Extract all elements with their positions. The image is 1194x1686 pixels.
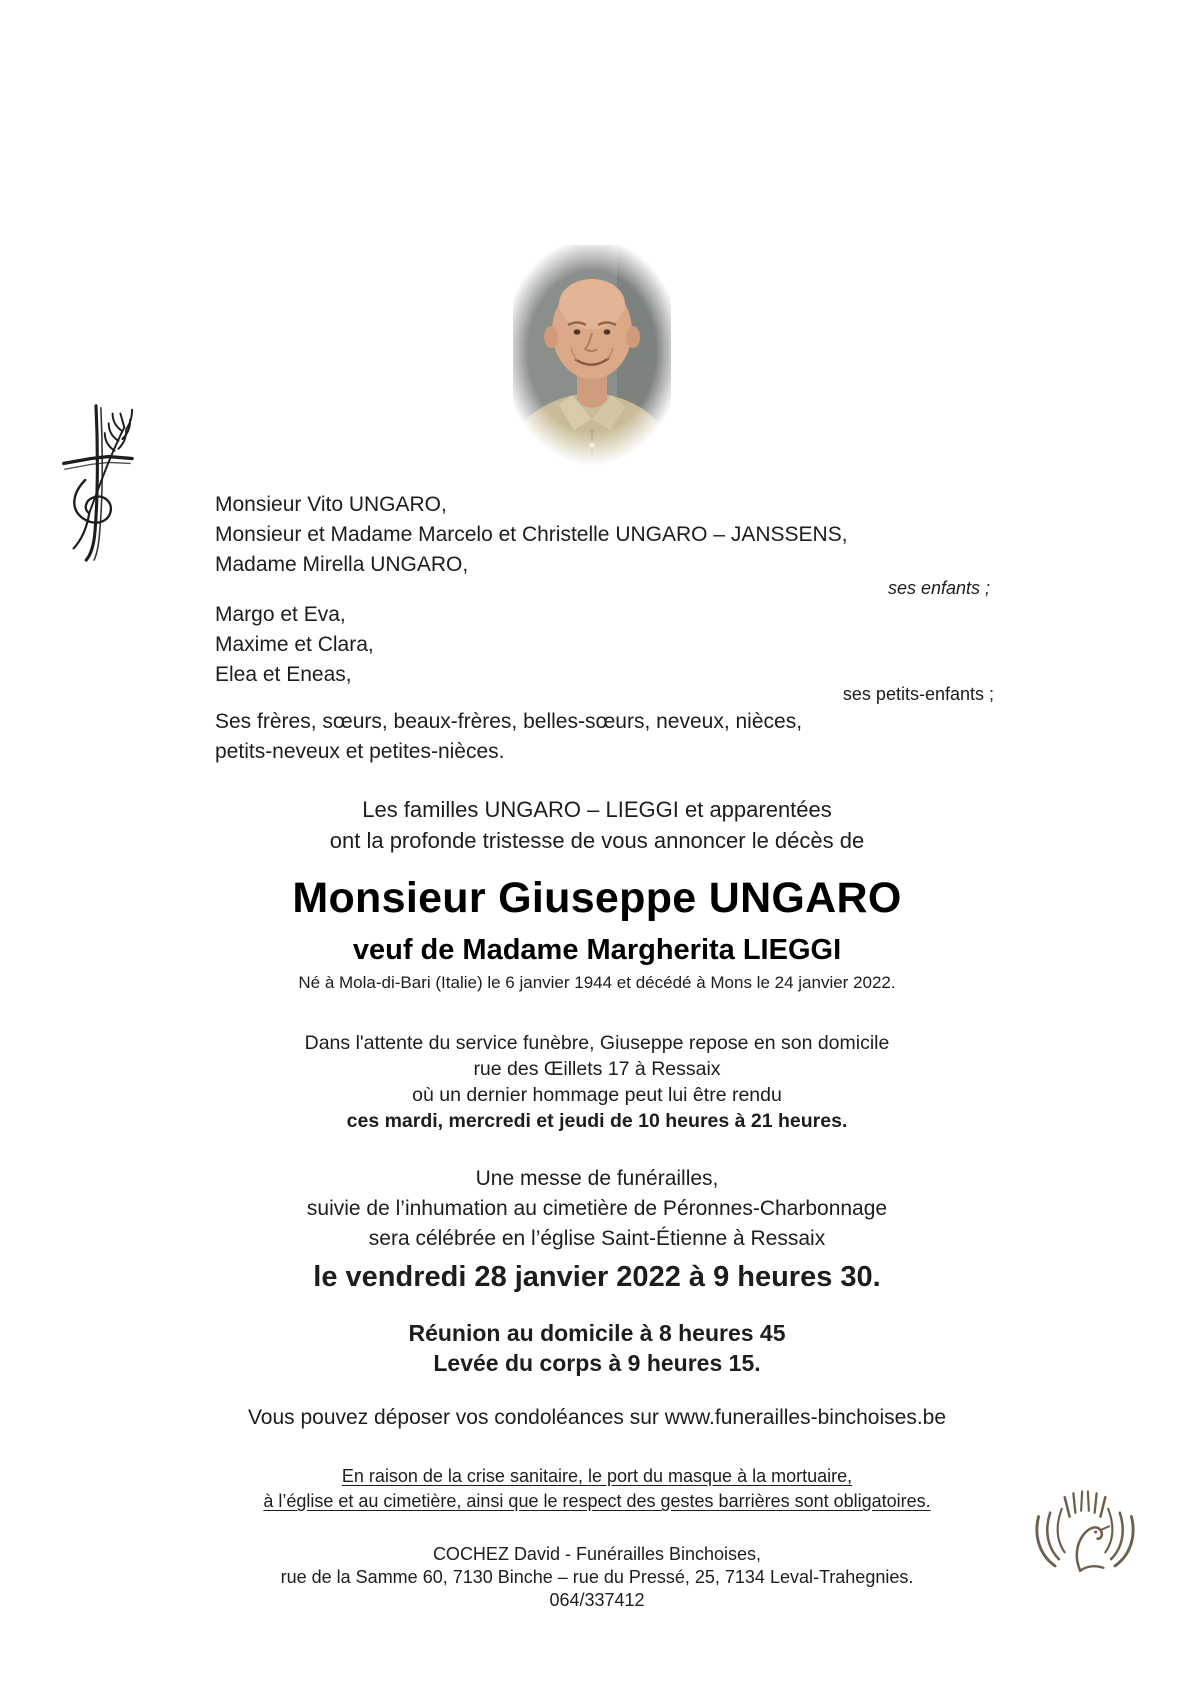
- viewing-line: où un dernier hommage peut lui être rendu: [412, 1084, 782, 1106]
- sanitary-notice-line: à l’église et au cimetière, ainsi que le respect des gestes barrières sont obligatoires.: [263, 1491, 931, 1511]
- relatives-lines: [215, 707, 802, 767]
- service-line: Une messe de funérailles,: [475, 1167, 719, 1190]
- funeral-home-info: [0, 1543, 1194, 1612]
- mourner-line: Monsieur et Madame Marcelo et Christelle UNGARO – JANSSENS,: [215, 523, 848, 546]
- announcement-line: Les familles UNGARO – LIEGGI et apparentées: [362, 797, 832, 822]
- funeral-home-address: rue de la Samme 60, 7130 Binche – rue du Pressé, 25, 7134 Leval-Trahegnies.: [280, 1567, 914, 1587]
- mourner-line: Madame Mirella UNGARO,: [215, 553, 469, 576]
- mourner-line: Ses frères, sœurs, beaux-frères, belles-sœurs, neveux, nièces,: [215, 710, 803, 733]
- sanitary-notice: [0, 1464, 1194, 1514]
- service-line: sera célébrée en l’église Saint-Étienne à Ressaix: [368, 1227, 826, 1250]
- viewing-info: [0, 1030, 1194, 1134]
- mourner-line: Elea et Eneas,: [215, 663, 352, 686]
- condolences-line: Vous pouvez déposer vos condoléances sur www.funerailles-binchoises.be: [247, 1406, 947, 1429]
- schedule-line: Levée du corps à 9 heures 15.: [433, 1350, 761, 1376]
- announcement: [0, 794, 1194, 856]
- service-line: suivie de l’inhumation au cimetière de Péronnes-Charbonnage: [306, 1197, 888, 1220]
- deceased-name: Monsieur Giuseppe UNGARO: [292, 874, 902, 922]
- funeral-home-phone: 064/337412: [549, 1590, 645, 1610]
- dove-icon: [1026, 1474, 1144, 1597]
- children-label: ses enfants ;: [887, 578, 990, 598]
- cross-wheat-icon: [52, 398, 140, 567]
- service-info: [0, 1164, 1194, 1294]
- viewing-line: rue des Œillets 17 à Ressaix: [473, 1058, 721, 1080]
- sanitary-notice-line: En raison de la crise sanitaire, le port du masque à la mortuaire,: [341, 1466, 853, 1486]
- children-names: [215, 490, 848, 580]
- deceased-portrait-photo: [497, 233, 687, 485]
- grandchildren-names: [215, 600, 374, 690]
- mourner-line: Monsieur Vito UNGARO,: [215, 493, 447, 516]
- funeral-home-name: COCHEZ David - Funérailles Binchoises,: [432, 1544, 762, 1564]
- viewing-hours: ces mardi, mercredi et jeudi de 10 heures à 21 heures.: [346, 1110, 848, 1132]
- mourner-line: petits-neveux et petites-nièces.: [215, 740, 505, 763]
- portrait-illustration: [497, 233, 687, 485]
- mourner-line: Maxime et Clara,: [215, 633, 374, 656]
- deceased-subtitle: veuf de Madame Margherita LIEGGI: [352, 934, 842, 966]
- announcement-line: ont la profonde tristesse de vous annoncer le décès de: [329, 828, 865, 853]
- mourner-line: Margo et Eva,: [215, 603, 346, 626]
- viewing-line: Dans l'attente du service funèbre, Giuseppe repose en son domicile: [304, 1032, 890, 1054]
- deceased-life-dates: Né à Mola-di-Bari (Italie) le 6 janvier 1944 et décédé à Mons le 24 janvier 2022.: [298, 973, 896, 992]
- service-date: le vendredi 28 janvier 2022 à 9 heures 30.: [313, 1261, 881, 1293]
- grandchildren-label: ses petits-enfants ;: [842, 684, 994, 704]
- schedule-line: Réunion au domicile à 8 heures 45: [408, 1320, 786, 1346]
- schedule-info: [0, 1318, 1194, 1378]
